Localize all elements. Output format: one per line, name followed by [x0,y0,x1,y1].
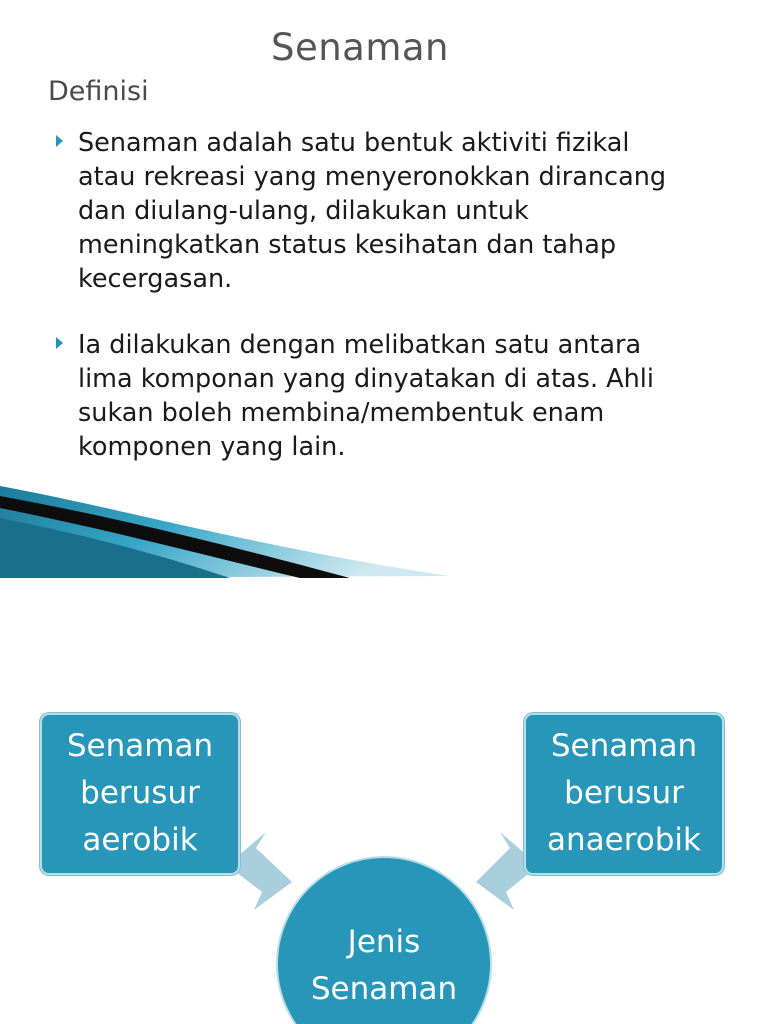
bullet-text [78,126,742,296]
bullet-line: atau rekreasi yang menyeronokkan dirancang [78,162,667,192]
bullet-line: dan diulang-ulang, dilakukan untuk [78,196,529,226]
circle-line: Senaman [310,971,458,1007]
bullet-item-components [52,328,742,464]
bullet-item-definition [52,126,742,296]
bullet-line: Ia dilakukan dengan melibatkan satu antara [78,330,642,360]
bullet-arrow-icon [56,135,63,147]
box-anaerobic [524,713,724,875]
bullet-line: meningkatkan status kesihatan dan tahap [78,230,617,260]
box-line: Senaman [66,728,214,764]
box-aerobic [40,713,240,875]
box-line: anaerobik [547,822,701,858]
bullet-line: lima komponan yang dinyatakan di atas. Ahli [78,364,654,394]
box-line: berusur [80,775,200,811]
slide-title: Senaman [270,26,450,69]
box-line: Senaman [550,728,698,764]
box-line: berusur [564,775,684,811]
decorative-swoosh [0,478,768,578]
slide-types [0,578,768,1024]
bullet-line: kecergasan. [78,264,233,294]
bullet-text [78,328,742,464]
bullet-arrow-icon [56,337,63,349]
bullet-line: komponen yang lain. [78,432,346,462]
bullet-list [52,126,742,496]
bullet-line: Senaman adalah satu bentuk aktiviti fizikal [78,128,630,158]
slide-subtitle: Definisi [48,76,149,107]
bullet-line: sukan boleh membina/membentuk enam [78,398,605,428]
box-line: aerobik [82,822,198,858]
circle-line: Jenis [347,924,421,960]
